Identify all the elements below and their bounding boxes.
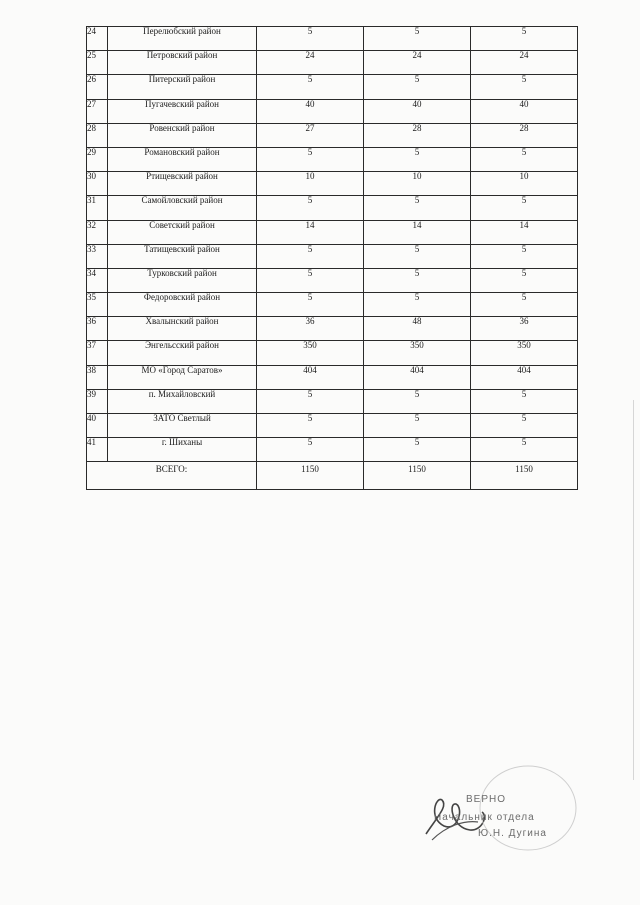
value-3: 5 bbox=[471, 389, 578, 413]
value-1: 5 bbox=[257, 438, 364, 462]
stamp-line-3: Ю.Н. Дугина bbox=[478, 828, 547, 839]
value-1: 14 bbox=[257, 220, 364, 244]
row-number: 37 bbox=[87, 341, 108, 365]
value-3: 5 bbox=[471, 147, 578, 171]
district-name: Петровский район bbox=[108, 51, 257, 75]
row-number: 38 bbox=[87, 365, 108, 389]
value-3: 5 bbox=[471, 244, 578, 268]
row-number: 28 bbox=[87, 123, 108, 147]
value-3: 36 bbox=[471, 317, 578, 341]
table-row bbox=[87, 268, 578, 292]
stamp-line-2: Начальник отдела bbox=[434, 812, 535, 823]
total-label: ВСЕГО: bbox=[87, 462, 257, 489]
row-number: 32 bbox=[87, 220, 108, 244]
district-name: Романовский район bbox=[108, 147, 257, 171]
value-3: 5 bbox=[471, 293, 578, 317]
total-row bbox=[87, 462, 578, 489]
value-1: 5 bbox=[257, 414, 364, 438]
value-3: 5 bbox=[471, 268, 578, 292]
value-1: 5 bbox=[257, 196, 364, 220]
value-3: 5 bbox=[471, 27, 578, 51]
value-2: 5 bbox=[364, 75, 471, 99]
district-name: Ртищевский район bbox=[108, 172, 257, 196]
district-name: г. Шиханы bbox=[108, 438, 257, 462]
table-row bbox=[87, 147, 578, 171]
value-1: 40 bbox=[257, 99, 364, 123]
value-1: 5 bbox=[257, 293, 364, 317]
table-row bbox=[87, 172, 578, 196]
scan-edge-line bbox=[633, 400, 634, 780]
table-row bbox=[87, 389, 578, 413]
value-3: 404 bbox=[471, 365, 578, 389]
row-number: 26 bbox=[87, 75, 108, 99]
value-2: 48 bbox=[364, 317, 471, 341]
value-2: 5 bbox=[364, 389, 471, 413]
value-3: 5 bbox=[471, 414, 578, 438]
stamp-signature bbox=[418, 756, 578, 856]
value-2: 404 bbox=[364, 365, 471, 389]
value-3: 5 bbox=[471, 438, 578, 462]
value-2: 28 bbox=[364, 123, 471, 147]
value-2: 5 bbox=[364, 293, 471, 317]
district-name: ЗАТО Светлый bbox=[108, 414, 257, 438]
value-3: 350 bbox=[471, 341, 578, 365]
table-row bbox=[87, 27, 578, 51]
value-2: 14 bbox=[364, 220, 471, 244]
row-number: 33 bbox=[87, 244, 108, 268]
district-name: Татищевский район bbox=[108, 244, 257, 268]
value-3: 10 bbox=[471, 172, 578, 196]
value-2: 5 bbox=[364, 196, 471, 220]
table-row bbox=[87, 293, 578, 317]
district-name: Самойловский район bbox=[108, 196, 257, 220]
total-value-3: 1150 bbox=[471, 462, 578, 489]
value-2: 40 bbox=[364, 99, 471, 123]
value-1: 24 bbox=[257, 51, 364, 75]
district-name: Перелюбский район bbox=[108, 27, 257, 51]
value-1: 10 bbox=[257, 172, 364, 196]
value-2: 10 bbox=[364, 172, 471, 196]
value-3: 24 bbox=[471, 51, 578, 75]
table-row bbox=[87, 220, 578, 244]
row-number: 39 bbox=[87, 389, 108, 413]
row-number: 24 bbox=[87, 27, 108, 51]
row-number: 40 bbox=[87, 414, 108, 438]
value-1: 5 bbox=[257, 268, 364, 292]
table-row bbox=[87, 75, 578, 99]
row-number: 30 bbox=[87, 172, 108, 196]
table-row bbox=[87, 123, 578, 147]
district-name: Турковский район bbox=[108, 268, 257, 292]
value-2: 5 bbox=[364, 147, 471, 171]
value-2: 5 bbox=[364, 268, 471, 292]
value-1: 5 bbox=[257, 147, 364, 171]
value-2: 5 bbox=[364, 414, 471, 438]
table-row bbox=[87, 99, 578, 123]
district-name: Хвалынский район bbox=[108, 317, 257, 341]
district-table bbox=[86, 26, 578, 490]
table-row bbox=[87, 196, 578, 220]
value-1: 36 bbox=[257, 317, 364, 341]
district-name: Питерский район bbox=[108, 75, 257, 99]
district-name: Ровенский район bbox=[108, 123, 257, 147]
total-value-1: 1150 bbox=[257, 462, 364, 489]
stamp-line-1: ВЕРНО bbox=[466, 794, 507, 805]
value-3: 14 bbox=[471, 220, 578, 244]
value-1: 5 bbox=[257, 27, 364, 51]
district-name: Энгельсский район bbox=[108, 341, 257, 365]
value-3: 40 bbox=[471, 99, 578, 123]
value-2: 24 bbox=[364, 51, 471, 75]
value-1: 27 bbox=[257, 123, 364, 147]
value-1: 5 bbox=[257, 75, 364, 99]
row-number: 36 bbox=[87, 317, 108, 341]
value-3: 5 bbox=[471, 75, 578, 99]
value-2: 5 bbox=[364, 244, 471, 268]
value-1: 5 bbox=[257, 389, 364, 413]
table-row bbox=[87, 414, 578, 438]
value-1: 404 bbox=[257, 365, 364, 389]
district-name: МО «Город Саратов» bbox=[108, 365, 257, 389]
row-number: 35 bbox=[87, 293, 108, 317]
value-2: 5 bbox=[364, 27, 471, 51]
signature-icon bbox=[418, 756, 578, 856]
table-row bbox=[87, 438, 578, 462]
row-number: 41 bbox=[87, 438, 108, 462]
row-number: 31 bbox=[87, 196, 108, 220]
value-3: 28 bbox=[471, 123, 578, 147]
row-number: 34 bbox=[87, 268, 108, 292]
table-row bbox=[87, 317, 578, 341]
table-body bbox=[87, 27, 578, 462]
value-3: 5 bbox=[471, 196, 578, 220]
row-number: 27 bbox=[87, 99, 108, 123]
row-number: 29 bbox=[87, 147, 108, 171]
district-name: Пугачевский район bbox=[108, 99, 257, 123]
total-value-2: 1150 bbox=[364, 462, 471, 489]
district-name: п. Михайловский bbox=[108, 389, 257, 413]
district-name: Советский район bbox=[108, 220, 257, 244]
table-row bbox=[87, 341, 578, 365]
value-2: 350 bbox=[364, 341, 471, 365]
value-1: 350 bbox=[257, 341, 364, 365]
table-row bbox=[87, 365, 578, 389]
value-2: 5 bbox=[364, 438, 471, 462]
value-1: 5 bbox=[257, 244, 364, 268]
table-row bbox=[87, 244, 578, 268]
district-name: Федоровский район bbox=[108, 293, 257, 317]
row-number: 25 bbox=[87, 51, 108, 75]
table-row bbox=[87, 51, 578, 75]
